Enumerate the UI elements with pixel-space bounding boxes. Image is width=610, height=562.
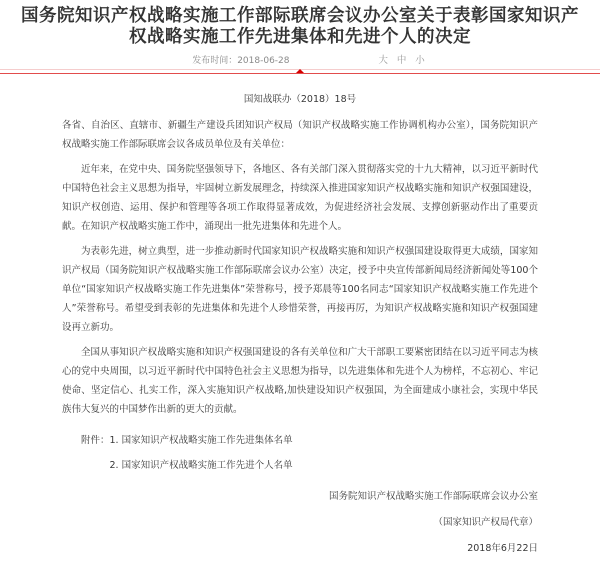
- font-size-small-button[interactable]: 小: [415, 55, 425, 66]
- signature-block: [62, 484, 538, 562]
- document-body: [0, 90, 600, 562]
- document-page: [0, 6, 600, 554]
- signature-date: 2018年6月22日: [467, 543, 538, 554]
- publish-time-value: 2018-06-28: [237, 55, 290, 66]
- attachment-item-1-text: 1. 国家知识产权战略实施工作先进集体名单: [109, 435, 293, 446]
- attachments-label: 附件：: [81, 435, 110, 446]
- attachment-item-2: 2. 国家知识产权战略实施工作先进个人名单: [109, 460, 293, 471]
- attachments: [62, 428, 538, 478]
- document-number: 国知战联办（2018）18号: [243, 94, 357, 105]
- publish-time-label: 发布时间：: [192, 55, 238, 66]
- publish-time: [192, 53, 289, 66]
- paragraph-2: 为表彰先进，树立典型，进一步推动新时代国家知识产权战略实施和知识产权强国建设取得更大成绩，国家知识产权局（国务院知识产权战略实施工作部际联席会议办公室）决定，授予中央宣传部新闻局经济新闻处等100个单位“国家知识产权战略实施工作先进集体”荣誉称号，授予郑晨等100名同志“国家知识产权战略实施工作先进个人”荣誉称号。希望受到表彰的先进集体和先进个人珍惜荣誉，再接再厉，为知识产权战略实施和知识产权强国建设再立新功。: [62, 246, 538, 333]
- font-size-medium-button[interactable]: 中: [396, 55, 407, 66]
- divider-center-marker-icon: [296, 69, 304, 73]
- divider-red-line: [0, 73, 600, 74]
- signature-seal-note: （国家知识产权局代章）: [433, 517, 538, 528]
- salutation: 各省、自治区、直辖市、新疆生产建设兵团知识产权局（知识产权战略实施工作协调机构办公室），国务院知识产权战略实施工作部际联席会议各成员单位及有关单位：: [62, 120, 538, 150]
- page-title: 国务院知识产权战略实施工作部际联席会议办公室关于表彰国家知识产权战略实施工作先进集体和先进个人的决定: [21, 6, 579, 47]
- signature-office: 国务院知识产权战略实施工作部际联席会议办公室: [328, 491, 538, 502]
- font-size-large-button[interactable]: 大: [378, 55, 389, 66]
- attachment-item-1: [62, 428, 538, 453]
- paragraph-1: 近年来，在党中央、国务院坚强领导下，各地区、各有关部门深入贯彻落实党的十九大精神，以习近平新时代中国特色社会主义思想为指导，牢固树立新发展理念，持续深入推进国家知识产权战略实施和知识产权强国建设，知识产权创造、运用、保护和管理等各项工作取得显著成效，为促进经济社会发展、支撑创新驱动作出了重要贡献。在知识产权战略实施工作中，涌现出一批先进集体和先进个人。: [62, 164, 538, 232]
- font-size-controls: [376, 52, 428, 66]
- paragraph-3: 全国从事知识产权战略实施和知识产权强国建设的各有关单位和广大干部职工要紧密团结在以习近平同志为核心的党中央周围，以习近平新时代中国特色社会主义思想为指导，以先进集体和先进个人为榜样，不忘初心、牢记使命、坚定信心、扎实工作，深入实施知识产权战略,加快建设知识产权强国，为全面建成小康社会，实现中华民族伟大复兴的中国梦作出新的更大的贡献。: [62, 347, 538, 415]
- red-divider: [0, 69, 600, 75]
- meta-row: [10, 53, 610, 65]
